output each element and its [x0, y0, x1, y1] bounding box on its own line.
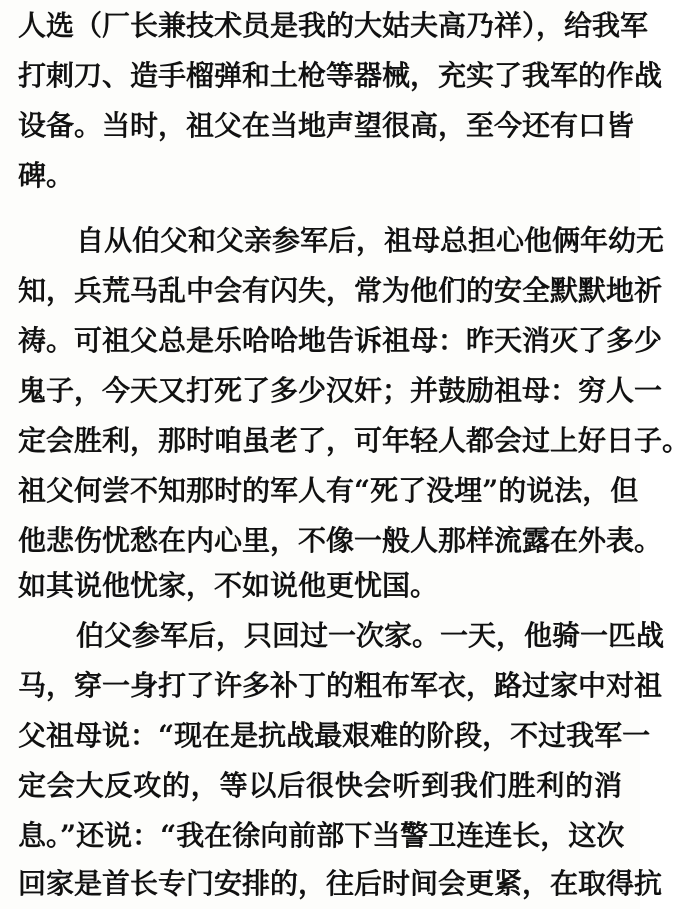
text-line: 碑。 [18, 159, 75, 192]
text-line: 息。”还说：“我在徐向前部下当警卫连连长，这次 [18, 819, 625, 852]
text-line: 人选（厂长兼技术员是我的大姑夫高乃祥），给我军 [18, 9, 649, 42]
text-line: 鬼子，今天又打死了多少汉奸；并鼓励祖母：穷人一 [18, 374, 663, 407]
text-line: 如其说他忧家，不如说他更忧国。 [18, 569, 439, 602]
text-line: 他悲伤忧愁在内心里，不像一般人那样流露在外表。 [18, 524, 663, 557]
text-line: 设备。当时，祖父在当地声望很高，至今还有口皆 [18, 109, 635, 142]
text-line: 知，兵荒马乱中会有闪失，常为他们的安全默默地祈 [18, 274, 663, 307]
text-line: 回家是首长专门安排的，往后时间会更紧，在取得抗 [18, 867, 663, 900]
text-line: 打刺刀、造手榴弹和土枪等器械，充实了我军的作战 [18, 59, 663, 92]
paragraph-first-line: 伯父参军后，只回过一次家。一天，他骑一匹战 [76, 619, 665, 652]
paragraph-first-line: 自从伯父和父亲参军后，祖母总担心他俩年幼无 [76, 224, 665, 257]
text-line: 祷。可祖父总是乐哈哈地告诉祖母：昨天消灭了多少 [18, 324, 663, 357]
text-line: 祖父何尝不知那时的军人有“死了没埋”的说法，但 [18, 474, 639, 507]
text-line: 父祖母说：“现在是抗战最艰难的阶段，不过我军一 [18, 719, 651, 752]
text-line: 定会大反攻的，等以后很快会听到我们胜利的消 [18, 769, 622, 802]
text-line: 马，穿一身打了许多补丁的粗布军衣，路过家中对祖 [18, 669, 663, 702]
text-line: 定会胜利，那时咱虽老了，可年轻人都会过上好日子。 [18, 424, 690, 457]
